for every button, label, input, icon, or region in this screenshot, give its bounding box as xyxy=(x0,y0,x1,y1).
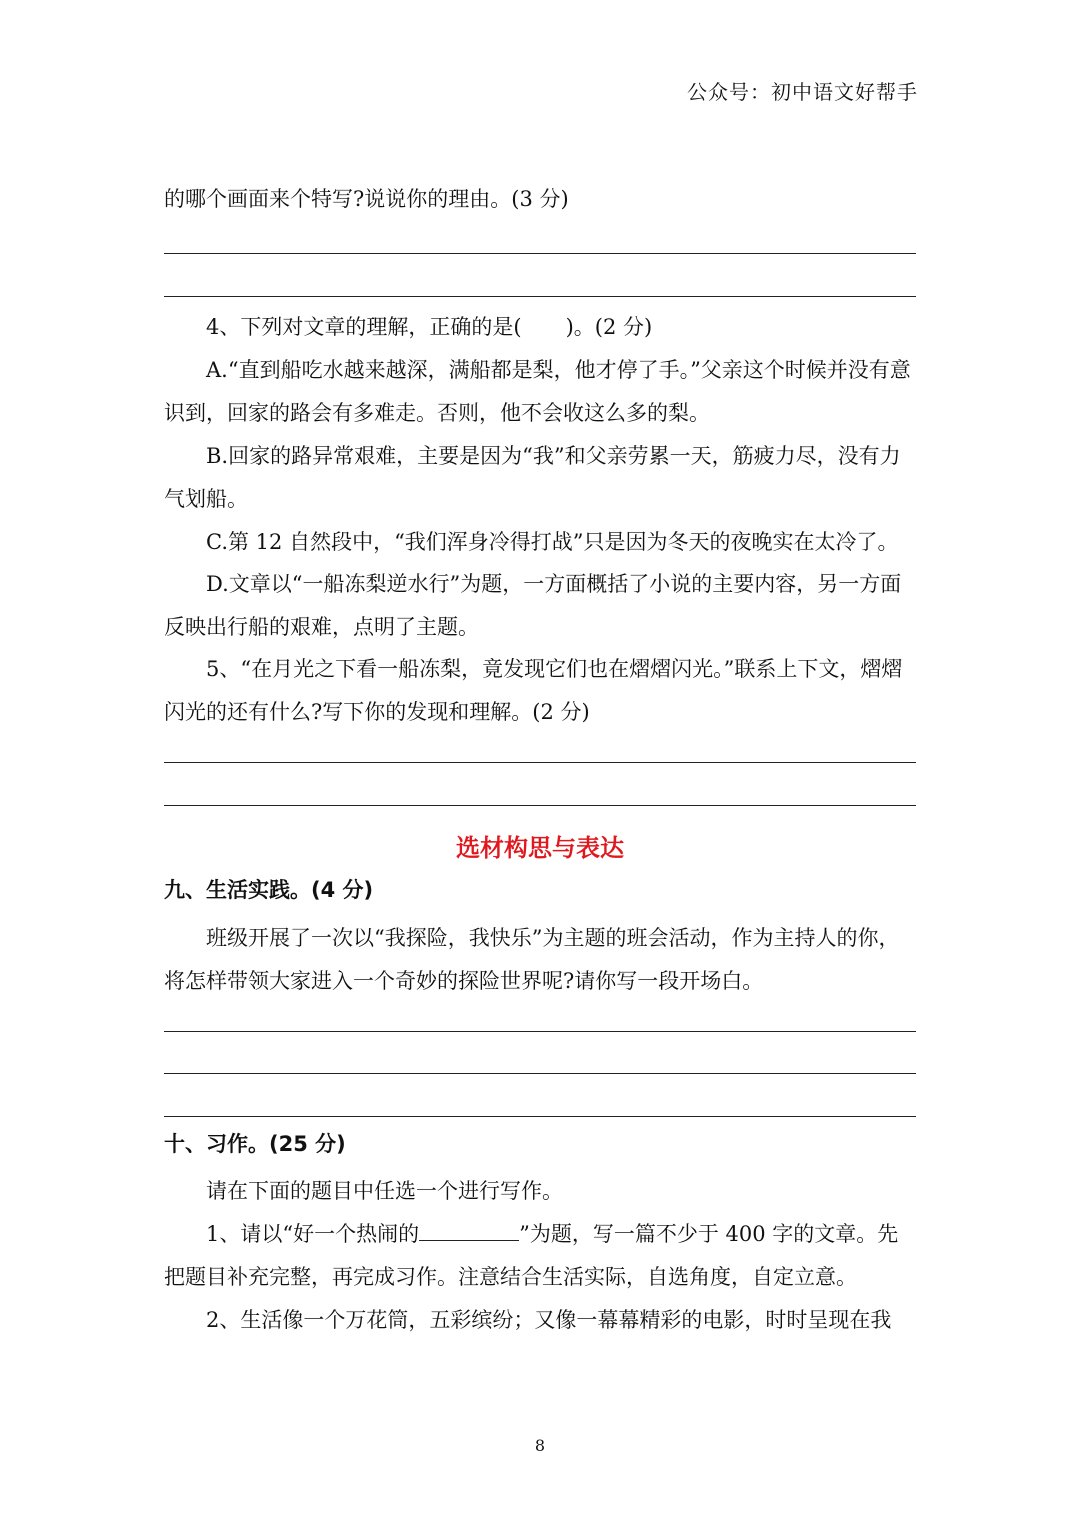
page-header: 公众号：初中语文好帮手 xyxy=(687,80,918,104)
question-10-heading: 十、习作。(25 分) xyxy=(164,1132,346,1156)
question-9-heading: 九、生活实践。(4 分) xyxy=(164,878,374,902)
question-4-option-a: A.“直到船吃水越来越深，满船都是梨，他才停了手。”父亲这个时候并没有意识到，回家的路会有多难走。否则，他不会收这么多的梨。 xyxy=(164,358,911,425)
answer-line[interactable] xyxy=(164,1073,916,1074)
question-4-stem xyxy=(164,306,916,349)
question-5: 5、“在月光之下看一船冻梨，竟发现它们也在熠熠闪光。”联系上下文，熠熠闪光的还有什么?写下你的发现和理解。(2 分) xyxy=(164,657,903,724)
question-4-option-d: D.文章以“一船冻梨逆水行”为题，一方面概括了小说的主要内容，另一方面反映出行船的艰难，点明了主题。 xyxy=(164,572,902,639)
answer-line[interactable] xyxy=(164,762,916,763)
question-9-body: 班级开展了一次以“我探险，我快乐”为主题的班会活动，作为主持人的你，将怎样带领大家进入一个奇妙的探险世界呢?请你写一段开场白。 xyxy=(164,926,900,993)
answer-line[interactable] xyxy=(164,805,916,806)
answer-line[interactable] xyxy=(164,1031,916,1032)
question-4-option-c: C.第 12 自然段中，“我们浑身冷得打战”只是因为冬天的夜晚实在太冷了。 xyxy=(206,530,899,554)
question-4-option-b: B.回家的路异常艰难，主要是因为“我”和父亲劳累一天，筋疲力尽，没有力气划船。 xyxy=(164,444,901,511)
question-3-tail: 的哪个画面来个特写?说说你的理由。(3 分) xyxy=(164,187,569,211)
answer-line[interactable] xyxy=(164,253,916,254)
page-number: 8 xyxy=(534,1436,546,1455)
question-4-stem-before: 4、下列对文章的理解，正确的是( xyxy=(206,315,522,339)
answer-line[interactable] xyxy=(164,1116,916,1117)
section-title: 选材构思与表达 xyxy=(456,834,624,862)
item-1-before: 1、请以“好一个热闹的 xyxy=(206,1222,420,1246)
title-fill-blank[interactable] xyxy=(419,1220,519,1241)
item-1-after: ”为题，写一篇不少于 400 字的文章。先把题目补充完整，再完成习作。注意结合生活实际，自选角度，自定立意。 xyxy=(164,1222,899,1289)
question-10-item-2: 2、生活像一个万花筒，五彩缤纷；又像一幕幕精彩的电影，时时呈现在我 xyxy=(206,1308,892,1332)
question-4-stem-after: )。(2 分) xyxy=(565,315,653,339)
question-10-intro: 请在下面的题目中任选一个进行写作。 xyxy=(206,1179,563,1203)
question-10-item-1 xyxy=(164,1213,916,1299)
answer-line[interactable] xyxy=(164,296,916,297)
